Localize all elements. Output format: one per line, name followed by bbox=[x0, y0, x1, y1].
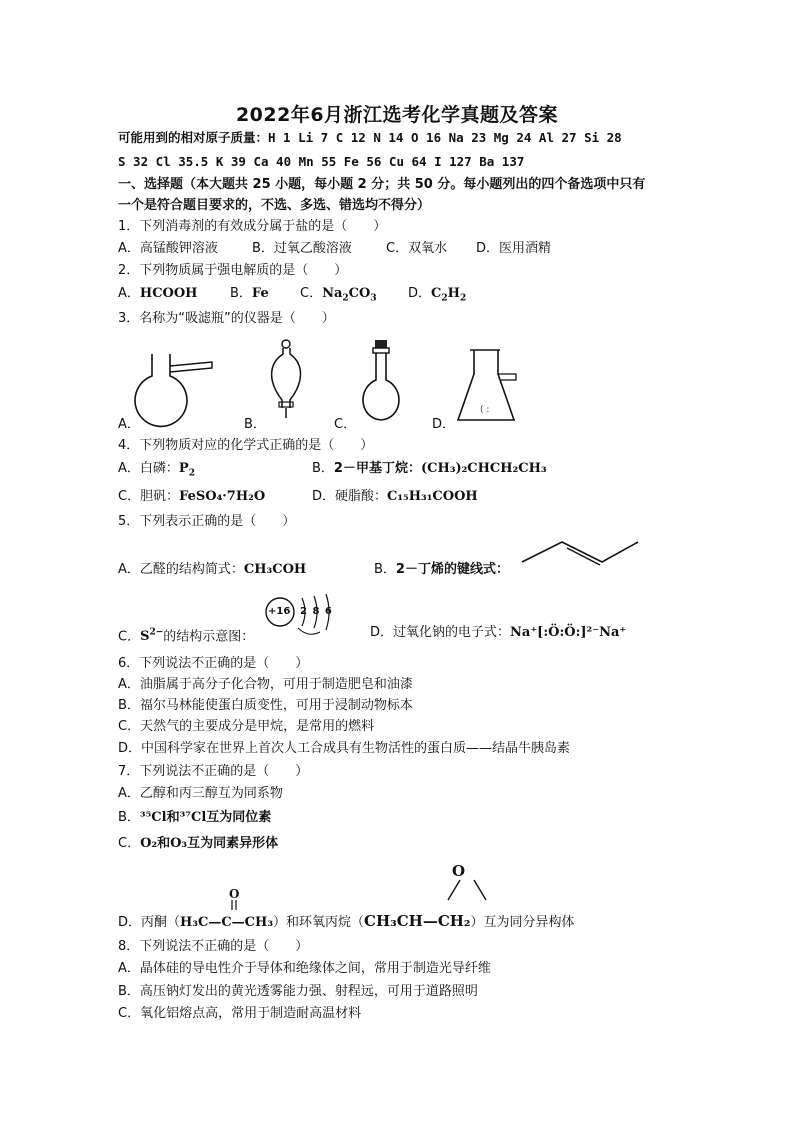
svg-text:( :: ( : bbox=[480, 405, 490, 415]
q5-d-label: D．过氧化钠的电子式： bbox=[370, 625, 511, 640]
q4-c-formula: FeSO₄·7H₂O bbox=[179, 489, 266, 504]
atomic-mass-line-2: S 32 Cl 35.5 K 39 Ca 40 Mn 55 Fe 56 Cu 64 I 127 Ba 137 bbox=[118, 154, 525, 169]
q5-option-d bbox=[370, 624, 626, 642]
q2-b-label: B． bbox=[230, 286, 252, 301]
q5-option-b bbox=[374, 561, 509, 579]
q2-a-formula: HCOOH bbox=[139, 286, 198, 301]
q5-shell-electrons: 2 8 6 bbox=[300, 606, 333, 617]
q4-d-formula: C₁₅H₃₁COOH bbox=[387, 489, 478, 504]
q6-option-b: B．福尔马林能使蛋白质变性，可用于浸制动物标本 bbox=[118, 698, 413, 713]
question-1-stem: 1．下列消毒剂的有效成分属于盐的是（ ） bbox=[118, 219, 387, 234]
epoxide-oxygen-label: O bbox=[452, 862, 466, 880]
q2-option-c bbox=[300, 285, 377, 308]
q7-d-acetone-formula: H₃C—C—CH₃ bbox=[180, 915, 274, 930]
question-2-stem: 2．下列物质属于强电解质的是（ ） bbox=[118, 263, 348, 278]
q5-a-formula: CH₃COH bbox=[243, 562, 307, 577]
2-butene-skeletal-formula-icon bbox=[520, 538, 640, 566]
section-heading-line-2: 一个是符合题目要求的，不选、多选、错选均不得分） bbox=[118, 198, 431, 213]
q8-option-b: B．高压钠灯发出的黄光透雾能力强、射程远，可用于道路照明 bbox=[118, 984, 478, 999]
q5-c-label: C． bbox=[118, 629, 141, 645]
q7-d-suffix: ）互为同分异构体 bbox=[470, 915, 575, 930]
q7-d-epoxide-formula: CH₃CH—CH₂ bbox=[364, 912, 471, 930]
q2-d-label: D． bbox=[408, 286, 432, 301]
q6-option-c: C．天然气的主要成分是甲烷，是常用的燃料 bbox=[118, 719, 375, 734]
question-5-stem: 5．下列表示正确的是（ ） bbox=[118, 514, 296, 529]
q4-a-label: A．白磷： bbox=[118, 461, 179, 476]
section-heading-line-1: 一、选择题（本大题共 25 小题，每小题 2 分；共 50 分。每小题列出的四个备选项中只有 bbox=[118, 177, 646, 192]
q2-d-formula: $C_2H_2$ bbox=[431, 286, 467, 304]
q5-option-c bbox=[118, 624, 254, 646]
q2-b-formula: Fe bbox=[251, 286, 269, 301]
question-3-stem: 3．名称为“吸滤瓶”的仪器是（ ） bbox=[118, 311, 335, 326]
q4-option-c bbox=[118, 488, 265, 506]
q5-nucleus-label: +16 bbox=[268, 606, 291, 617]
round-bottom-flask-with-side-arm-icon bbox=[130, 348, 220, 428]
q3-option-c: C． bbox=[334, 417, 357, 432]
suction-flask-icon bbox=[452, 346, 526, 428]
atomic-mass-line-1: 可能用到的相对原子质量：H 1 Li 7 C 12 N 14 O 16 Na 23 Mg 24 Al 27 Si 28 bbox=[118, 130, 622, 145]
q7-c-formula: O₂和O₃互为同素异形体 bbox=[140, 836, 279, 851]
q6-option-d: D．中国科学家在世界上首次人工合成具有生物活性的蛋白质——结晶牛胰岛素 bbox=[118, 741, 571, 756]
q4-b-prefix: 2－甲基丁烷： bbox=[333, 461, 421, 476]
q3-option-d: D． bbox=[432, 417, 456, 432]
q2-c-label: C． bbox=[300, 286, 323, 301]
q7-d-middle: ）和环氧丙烷（ bbox=[273, 915, 365, 930]
q7-option-a: A．乙醇和丙三醇互为同系物 bbox=[118, 786, 283, 801]
q8-option-c: C．氧化铝熔点高，常用于制造耐高温材料 bbox=[118, 1006, 362, 1021]
question-4-stem: 4．下列物质对应的化学式正确的是（ ） bbox=[118, 438, 374, 453]
q2-c-formula: $Na_2CO_3$ bbox=[322, 286, 377, 304]
q4-a-formula: $P_2$ bbox=[178, 461, 195, 479]
q5-option-a bbox=[118, 561, 306, 579]
q4-c-label: C．胆矾： bbox=[118, 489, 180, 504]
question-7-stem: 7．下列说法不正确的是（ ） bbox=[118, 764, 309, 779]
q5-c-ion: $S^{2-}$ bbox=[140, 628, 164, 645]
q1-option-a: A．高锰酸钾溶液 bbox=[118, 241, 218, 256]
question-8-stem: 8．下列说法不正确的是（ ） bbox=[118, 939, 309, 954]
q2-a-label: A． bbox=[118, 286, 140, 301]
question-6-stem: 6．下列说法不正确的是（ ） bbox=[118, 656, 309, 671]
q7-b-label: B． bbox=[118, 810, 140, 825]
q5-b-label: B． bbox=[374, 562, 396, 577]
q6-option-a: A．油脂属于高分子化合物，可用于制造肥皂和油漆 bbox=[118, 677, 413, 692]
q1-option-d: D．医用酒精 bbox=[476, 241, 552, 256]
q7-d-prefix: D．丙酮（ bbox=[118, 915, 181, 930]
acetone-oxygen-label: O bbox=[229, 887, 240, 901]
q5-a-label: A．乙醛的结构简式： bbox=[118, 562, 244, 577]
q4-b-label: B． bbox=[312, 461, 334, 476]
q4-option-d bbox=[312, 488, 478, 506]
q7-option-d bbox=[118, 912, 575, 932]
q1-option-b: B．过氧乙酸溶液 bbox=[252, 241, 352, 256]
q5-c-suffix: 的结构示意图： bbox=[163, 629, 255, 645]
q4-option-b bbox=[312, 460, 547, 478]
q4-option-a bbox=[118, 460, 195, 483]
q5-d-formula: Na⁺[:Ö:Ö:]²⁻Na⁺ bbox=[510, 625, 627, 640]
acetone-carbonyl-bond-icon bbox=[224, 886, 244, 912]
q3-option-b: B． bbox=[244, 417, 266, 432]
q7-c-label: C． bbox=[118, 836, 141, 851]
page-title: 2022年6月浙江选考化学真题及答案 bbox=[235, 104, 559, 126]
q1-option-c: C．双氧水 bbox=[386, 241, 448, 256]
volumetric-flask-icon bbox=[355, 336, 409, 428]
q8-option-a: A．晶体硅的导电性介于导体和绝缘体之间，常用于制造光导纤维 bbox=[118, 961, 491, 976]
q4-b-formula: (CH₃)₂CHCH₂CH₃ bbox=[420, 461, 547, 476]
q7-option-b bbox=[118, 809, 271, 827]
q2-option-b bbox=[230, 285, 269, 303]
q2-option-d bbox=[408, 285, 466, 308]
q7-b-formula: ³⁵Cl和³⁷Cl互为同位素 bbox=[139, 810, 272, 825]
q3-option-a: A． bbox=[118, 417, 140, 432]
q4-d-label: D．硬脂酸： bbox=[312, 489, 388, 504]
q2-option-a bbox=[118, 285, 197, 303]
q5-b-prefix: 2－丁烯的键线式： bbox=[395, 562, 509, 577]
q7-option-c bbox=[118, 835, 278, 853]
separatory-funnel-icon bbox=[262, 338, 312, 420]
